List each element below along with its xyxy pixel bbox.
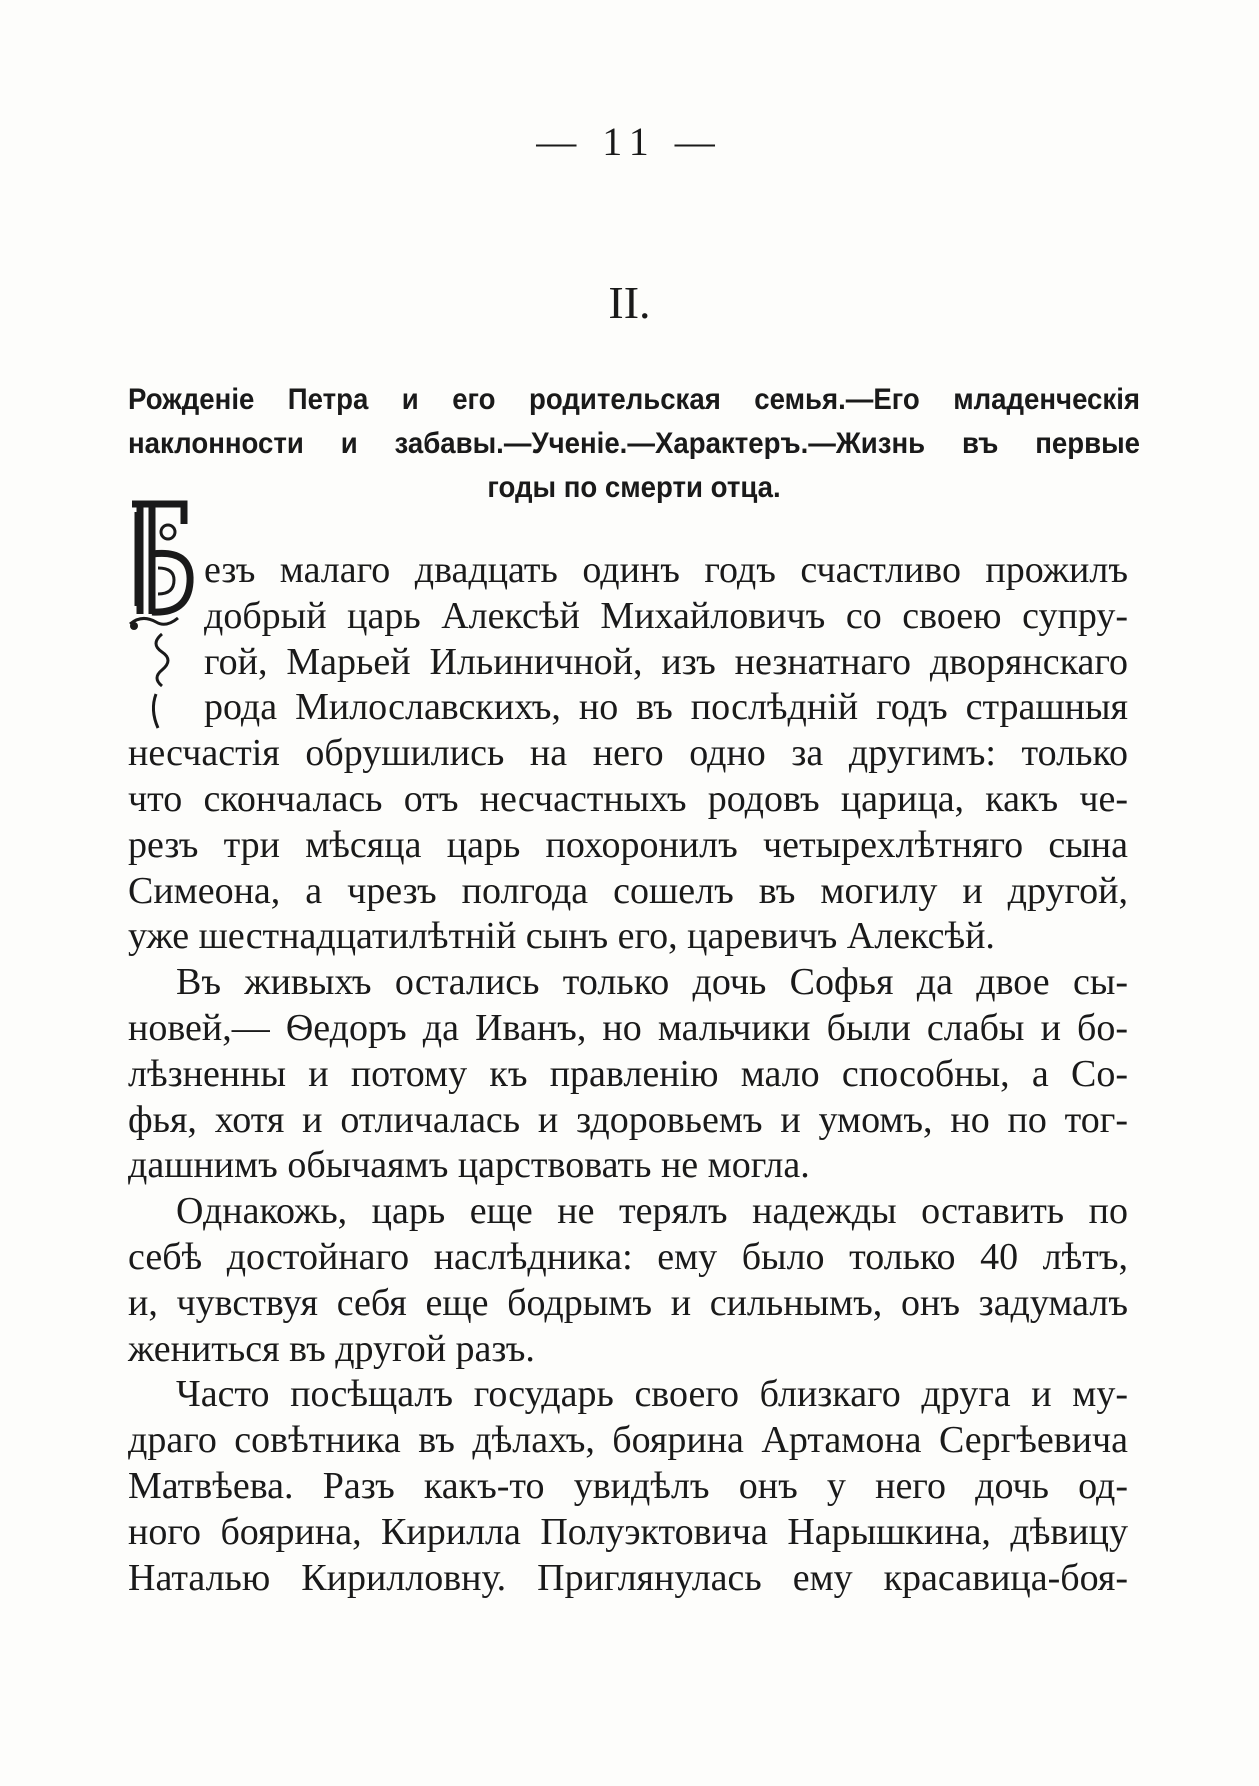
text-line: Часто посѣщалъ государь своего близкаго друга и му- xyxy=(176,1373,1128,1416)
text-line: уже шестнадцатилѣтній сынъ его, царевичъ Алексѣй. xyxy=(128,915,995,958)
text-line: дашнимъ обычаямъ царствовать не могла. xyxy=(128,1144,810,1187)
text-line: жениться въ другой разъ. xyxy=(128,1327,535,1370)
text-line: новей,— Ѳедоръ да Иванъ, но мальчики были слабы и бо- xyxy=(128,1006,1128,1049)
text-line: лѣзненны и потому къ правленію мало способны, а Со- xyxy=(128,1052,1128,1095)
text-line: Наталью Кирилловну. Приглянулась ему красавица-боя- xyxy=(128,1556,1128,1599)
page-number: — 11 — xyxy=(536,119,723,164)
text-line: что скончалась отъ несчастныхъ родовъ царица, какъ че- xyxy=(128,777,1128,820)
text-line: фья, хотя и отличалась и здоровьемъ и умомъ, но по тог- xyxy=(128,1098,1128,1141)
summary-line: годы по смерти отца. xyxy=(487,471,781,504)
text-line: Симеона, а чрезъ полгода сошелъ въ могилу и другой, xyxy=(128,869,1128,912)
text-line: драго совѣтника въ дѣлахъ, боярина Артамона Сергѣевича xyxy=(128,1419,1128,1462)
text-line: добрый царь Алексѣй Михайловичъ со своею супру- xyxy=(204,594,1128,637)
chapter-summary xyxy=(128,378,1140,510)
text-line: Въ живыхъ остались только дочь Софья да двое сы- xyxy=(176,961,1128,1004)
body-text xyxy=(128,548,1128,1601)
summary-line: наклонности и забавы.—Ученіе.—Характеръ.—Жизнь въ первые xyxy=(128,427,1140,460)
text-line: Однакожь, царь еще не терялъ надежды оставить по xyxy=(176,1190,1128,1233)
text-line: ного боярина, Кирилла Полуэктовича Нарышкина, дѣвицу xyxy=(128,1510,1128,1553)
text-line: рода Милославскихъ, но въ послѣдній годъ страшныя xyxy=(204,686,1128,729)
text-line: и, чувствуя себя еще бодрымъ и сильнымъ, онъ задумалъ xyxy=(128,1281,1128,1324)
text-line: езъ малаго двадцать одинъ годъ счастливо прожилъ xyxy=(204,549,1128,591)
text-line: несчастія обрушились на него одно за другимъ: только xyxy=(128,732,1128,775)
text-line: гой, Марьей Ильиничной, изъ незнатнаго дворянскаго xyxy=(204,640,1128,683)
summary-line: Рожденіе Петра и его родительская семья.—Его младенческія xyxy=(128,383,1140,416)
chapter-number: II. xyxy=(608,277,651,328)
text-line: Матвѣева. Разъ какъ-то увидѣлъ онъ у него дочь од- xyxy=(128,1464,1128,1507)
text-line: резъ три мѣсяца царь похоронилъ четырехлѣтняго сына xyxy=(128,823,1128,866)
text-line: себѣ достойнаго наслѣдника: ему было только 40 лѣтъ, xyxy=(128,1235,1128,1278)
